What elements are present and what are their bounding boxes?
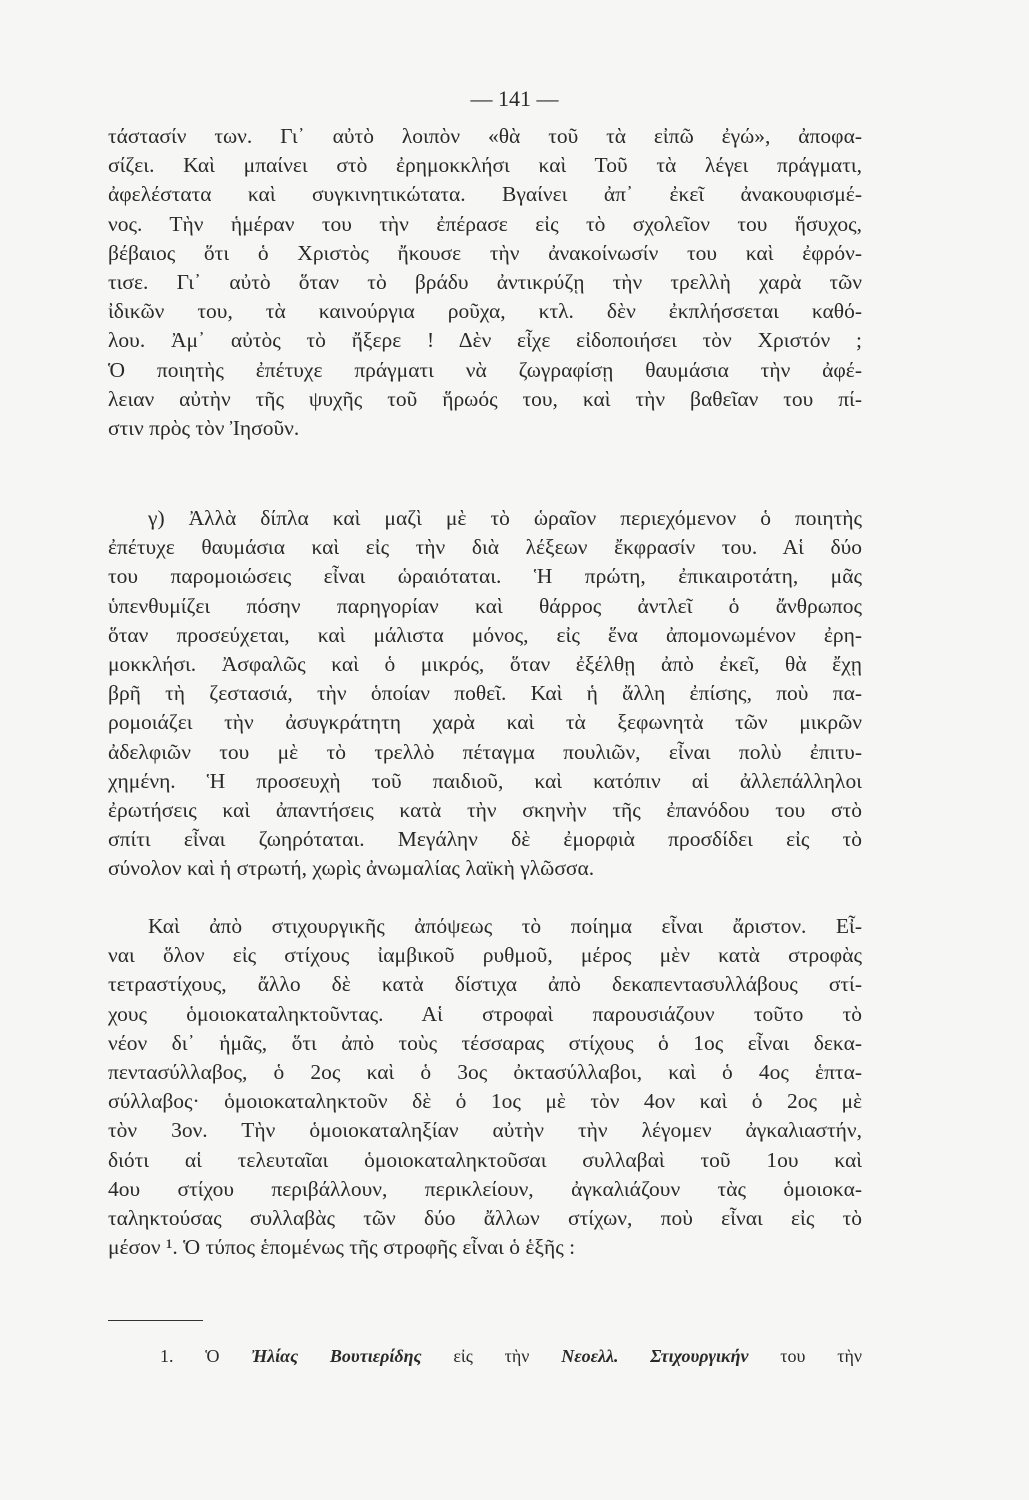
paragraph-1 [108, 122, 862, 443]
page-number: — 141 — [470, 86, 559, 111]
text-line: σύνολον καὶ ἡ στρωτή, χωρὶς ἀνωμαλίας λαϊκὴ γλῶσσα. [108, 856, 595, 881]
text-line: νος. Τὴν ἡμέραν του τὴν ἐπέρασε εἰς τὸ σχολεῖον του ἥσυχος, [108, 211, 862, 236]
text-line: ρομοιάζει τὴν ἀσυγκράτητη χαρὰ καὶ τὰ ξεφωνητὰ τῶν μικρῶν [108, 710, 862, 735]
paragraph-3 [108, 912, 862, 1262]
footnote [160, 1346, 862, 1367]
text-line: σίζει. Καὶ μπαίνει στὸ ἐρημοκκλήσι καὶ Τοῦ τὰ λέγει πράγματι, [108, 153, 862, 178]
text-line: ἐρωτήσεις καὶ ἀπαντήσεις κατὰ τὴν σκηνὴν τῆς ἐπανόδου του στὸ [108, 797, 862, 822]
text-line: ὅταν προσεύχεται, καὶ μάλιστα μόνος, εἰς ἕνα ἀπομονωμένον ἐρη- [108, 622, 862, 647]
text-line: ταληκτούσας συλλαβὰς τῶν δύο ἄλλων στίχων, ποὺ εἶναι εἰς τὸ [108, 1205, 862, 1230]
text-line: Καὶ ἀπὸ στιχουργικῆς ἀπόψεως τὸ ποίημα εἶναι ἄριστον. Εἶ- [148, 914, 862, 938]
text-line: του παρομοιώσεις εἶναι ὡραιόταται. Ἡ πρώτη, ἐπικαιροτάτη, μᾶς [108, 564, 862, 589]
text-line: λου. Ἀμ᾽ αὐτὸς τὸ ἤξερε ! Δὲν εἶχε εἰδοποιήσει τὸν Χριστόν ; [108, 328, 862, 353]
text-line: λειαν αὐτὴν τῆς ψυχῆς τοῦ ἥρωός του, καὶ τὴν βαθεῖαν του πί- [108, 386, 862, 411]
text-line: γ) Ἀλλὰ δίπλα καὶ μαζὶ μὲ τὸ ὡραῖον περιεχόμενον ὁ ποιητὴς [148, 506, 862, 530]
text-line: ἰδικῶν του, τὰ καινούργια ροῦχα, κτλ. δὲν ἐκπλήσσεται καθό- [108, 299, 862, 324]
paragraph-2 [108, 504, 862, 883]
text-line: νέον δι᾽ ἡμᾶς, ὅτι ἀπὸ τοὺς τέσσαρας στίχους ὁ 1ος εἶναι δεκα- [108, 1030, 862, 1055]
footnote-text-end: του τὴν [780, 1346, 863, 1366]
footnote-divider [108, 1320, 203, 1321]
footnote-work: Νεοελλ. Στιχουργικήν [561, 1346, 749, 1366]
text-line: πεντασύλλαβος, ὁ 2ος καὶ ὁ 3ος ὀκτασύλλαβοι, καὶ ὁ 4ος ἑπτα- [108, 1059, 862, 1084]
text-line: ἐπέτυχε θαυμάσια καὶ εἰς τὴν διὰ λέξεων ἔκφρασίν του. Αἱ δύο [108, 535, 862, 560]
text-line: ναι ὅλον εἰς στίχους ἰαμβικοῦ ρυθμοῦ, μέρος μὲν κατὰ στροφὰς [108, 943, 862, 968]
text-line: μέσον ¹. Ὁ τύπος ἑπομένως τῆς στροφῆς εἶναι ὁ ἑξῆς : [108, 1235, 576, 1260]
text-line: σπίτι εἶναι ζωηρόταται. Μεγάλην δὲ ἐμορφιὰ προσδίδει εἰς τὸ [108, 827, 862, 852]
text-line: Ὁ ποιητὴς ἐπέτυχε πράγματι νὰ ζωγραφίσῃ θαυμάσια τὴν ἀφέ- [108, 357, 862, 382]
text-line: τὸν 3ον. Τὴν ὁμοιοκαταληξίαν αὐτὴν τὴν λέγομεν ἀγκαλιαστήν, [108, 1118, 862, 1143]
text-line: ἀφελέστατα καὶ συγκινητικώτατα. Βγαίνει ἀπ᾽ ἐκεῖ ἀνακουφισμέ- [108, 182, 862, 207]
text-line: διότι αἱ τελευταῖαι ὁμοιοκαταληκτοῦσαι συλλαβαὶ τοῦ 1ου καὶ [108, 1147, 862, 1172]
text-line: 4ου στίχου περιβάλλουν, περικλείουν, ἀγκαλιάζουν τὰς ὁμοιοκα- [108, 1176, 862, 1201]
footnote-number: 1. Ὁ [160, 1346, 220, 1366]
text-line: τισε. Γι᾽ αὐτὸ ὅταν τὸ βράδυ ἀντικρύζῃ τὴν τρελλὴ χαρὰ τῶν [108, 269, 862, 294]
footnote-text: εἰς τὴν [453, 1346, 530, 1366]
text-line: τετραστίχους, ἄλλο δὲ κατὰ δίστιχα ἀπὸ δεκαπεντασυλλάβους στί- [108, 972, 862, 997]
text-line: χημένη. Ἡ προσευχὴ τοῦ παιδιοῦ, καὶ κατόπιν αἱ ἀλλεπάλληλοι [108, 768, 862, 793]
text-line: σύλλαβος· ὁμοιοκαταληκτοῦν δὲ ὁ 1ος μὲ τὸν 4ον καὶ ὁ 2ος μὲ [108, 1089, 862, 1114]
text-line: ἀδελφιῶν του μὲ τὸ τρελλὸ πέταγμα πουλιῶν, εἶναι πολὺ ἐπιτυ- [108, 739, 862, 764]
text-line: μοκκλήσι. Ἀσφαλῶς καὶ ὁ μικρός, ὅταν ἐξέλθῃ ἀπὸ ἐκεῖ, θὰ ἔχῃ [108, 651, 862, 676]
text-line: ὑπενθυμίζει πόσην παρηγορίαν καὶ θάρρος ἀντλεῖ ὁ ἄνθρωπος [108, 593, 862, 618]
text-line: στιν πρὸς τὸν Ἰησοῦν. [108, 415, 300, 440]
text-line: βέβαιος ὅτι ὁ Χριστὸς ἤκουσε τὴν ἀνακοίνωσίν του καὶ ἐφρόν- [108, 240, 862, 265]
text-line: βρῆ τὴ ζεστασιά, τὴν ὁποίαν ποθεῖ. Καὶ ἡ ἄλλη ἐπίσης, ποὺ πα- [108, 681, 862, 706]
text-line: χους ὁμοιοκαταληκτοῦντας. Αἱ στροφαὶ παρουσιάζουν τοῦτο τὸ [108, 1001, 862, 1026]
footnote-author: Ἠλίας Βουτιερίδης [251, 1346, 422, 1366]
text-line: τάστασίν των. Γι᾽ αὐτὸ λοιπὸν «θὰ τοῦ τὰ εἰπῶ ἐγώ», ἀποφα- [108, 124, 862, 148]
